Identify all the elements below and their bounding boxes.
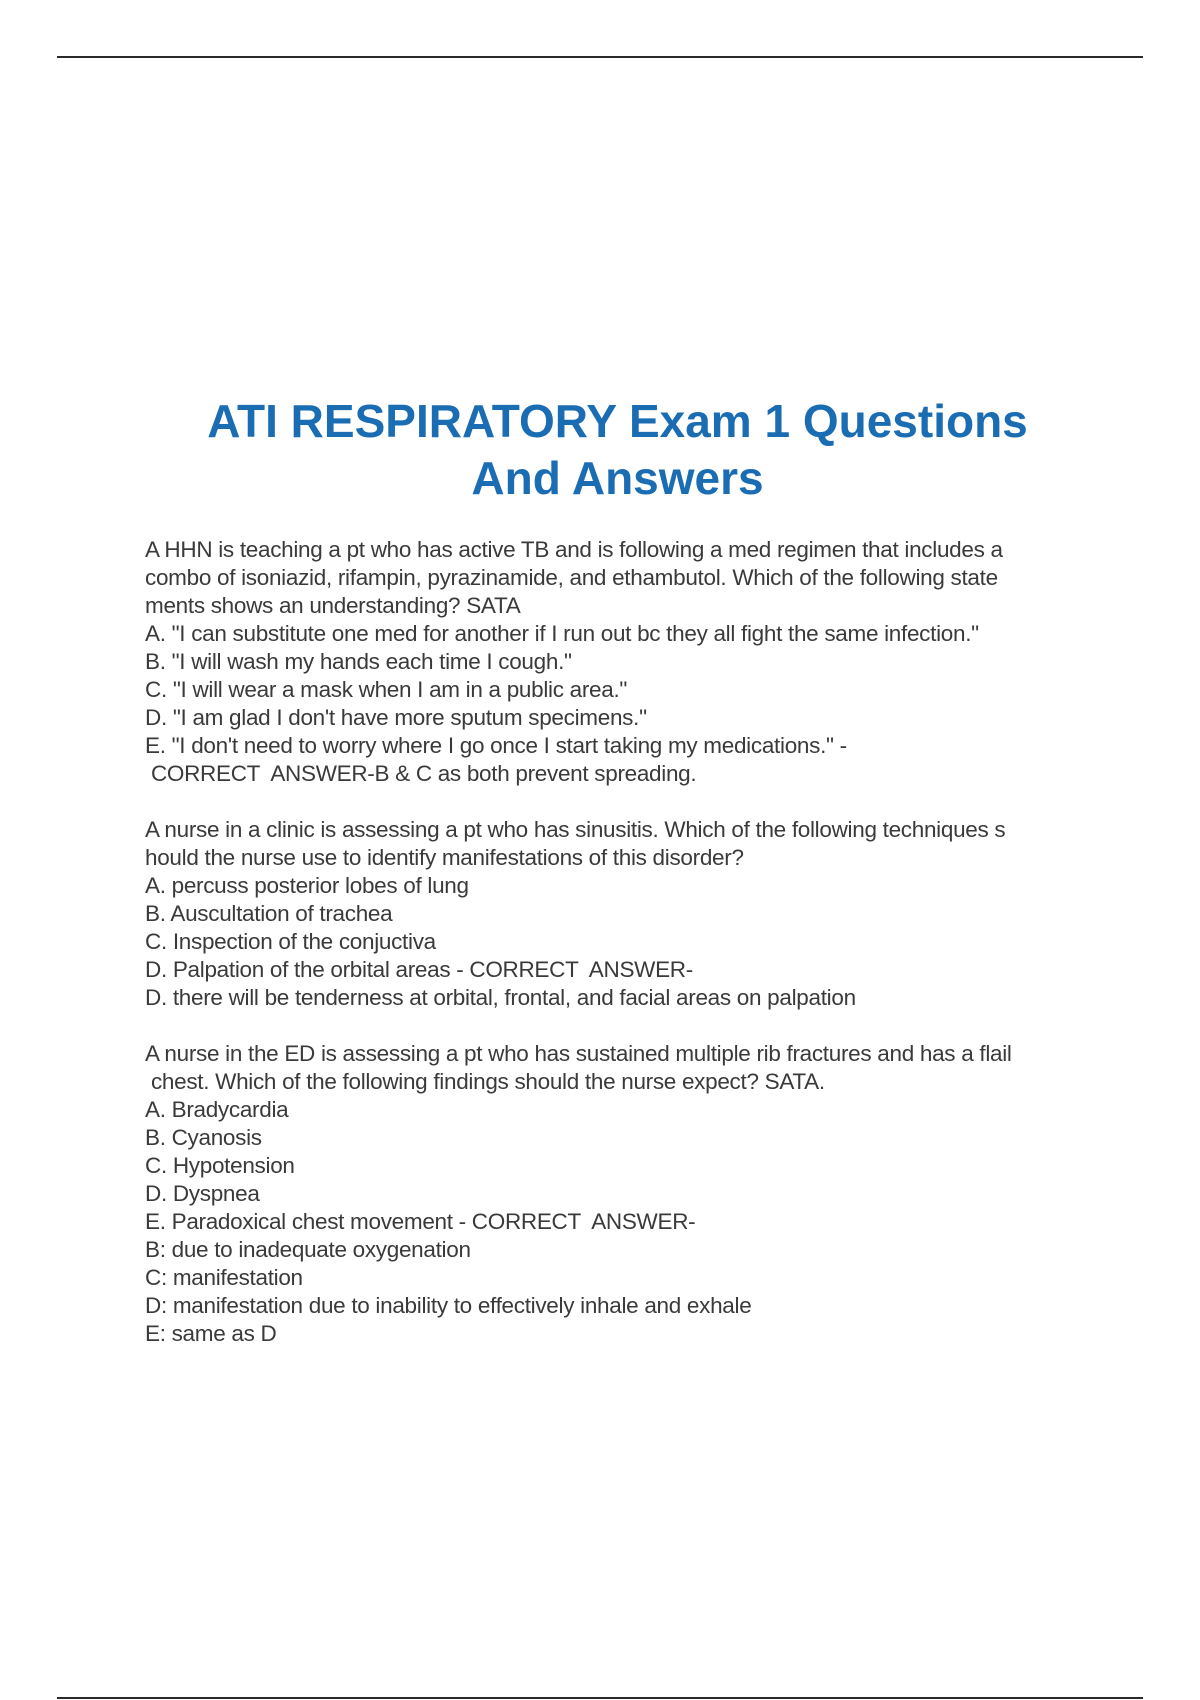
- question-3-option: E. Paradoxical chest movement - CORRECT ANSWER-: [145, 1209, 696, 1234]
- question-2-option: A. percuss posterior lobes of lung: [145, 873, 469, 898]
- question-1-line: A HHN is teaching a pt who has active TB and is following a med regimen that includes a: [145, 537, 1003, 562]
- question-2-line: A nurse in a clinic is assessing a pt who has sinusitis. Which of the following techniques s: [145, 817, 1006, 842]
- header-rule: [57, 56, 1143, 58]
- footer-rule: [57, 1697, 1143, 1699]
- title-line-1: ATI RESPIRATORY Exam 1 Questions: [207, 395, 1028, 447]
- question-1-option: A. "I can substitute one med for another if I run out bc they all fight the same infection.": [145, 621, 979, 646]
- question-2-option: D. Palpation of the orbital areas - CORRECT ANSWER-: [145, 957, 693, 982]
- document-body: [145, 536, 1095, 1376]
- question-1-option: B. "I will wash my hands each time I cough.": [145, 649, 572, 674]
- document-title: [100, 393, 1135, 507]
- question-block-2: [145, 816, 1095, 1012]
- question-3-answer: C: manifestation: [145, 1265, 303, 1290]
- question-3-option: B. Cyanosis: [145, 1125, 262, 1150]
- question-3-answer: D: manifestation due to inability to effectively inhale and exhale: [145, 1293, 752, 1318]
- question-2-option: B. Auscultation of trachea: [145, 901, 393, 926]
- question-block-3: [145, 1040, 1095, 1348]
- question-3-option: A. Bradycardia: [145, 1097, 289, 1122]
- question-3-line: A nurse in the ED is assessing a pt who has sustained multiple rib fractures and has a flail: [145, 1041, 1012, 1066]
- question-2-option: C. Inspection of the conjuctiva: [145, 929, 436, 954]
- question-2-line: hould the nurse use to identify manifestations of this disorder?: [145, 845, 744, 870]
- question-3-answer: E: same as D: [145, 1321, 277, 1346]
- question-3-option: C. Hypotension: [145, 1153, 295, 1178]
- question-1-option: C. "I will wear a mask when I am in a public area.": [145, 677, 628, 702]
- question-2-answer: D. there will be tenderness at orbital, frontal, and facial areas on palpation: [145, 985, 856, 1010]
- question-1-answer: CORRECT ANSWER-B & C as both prevent spreading.: [145, 761, 697, 786]
- question-3-line: chest. Which of the following findings should the nurse expect? SATA.: [145, 1069, 825, 1094]
- question-1-option: E. "I don't need to worry where I go once I start taking my medications." -: [145, 733, 847, 758]
- question-1-line: ments shows an understanding? SATA: [145, 593, 521, 618]
- question-1-option: D. "I am glad I don't have more sputum specimens.": [145, 705, 647, 730]
- title-line-2: And Answers: [471, 452, 764, 504]
- question-3-option: D. Dyspnea: [145, 1181, 260, 1206]
- question-block-1: [145, 536, 1095, 788]
- question-3-answer: B: due to inadequate oxygenation: [145, 1237, 471, 1262]
- question-1-line: combo of isoniazid, rifampin, pyrazinamide, and ethambutol. Which of the following state: [145, 565, 998, 590]
